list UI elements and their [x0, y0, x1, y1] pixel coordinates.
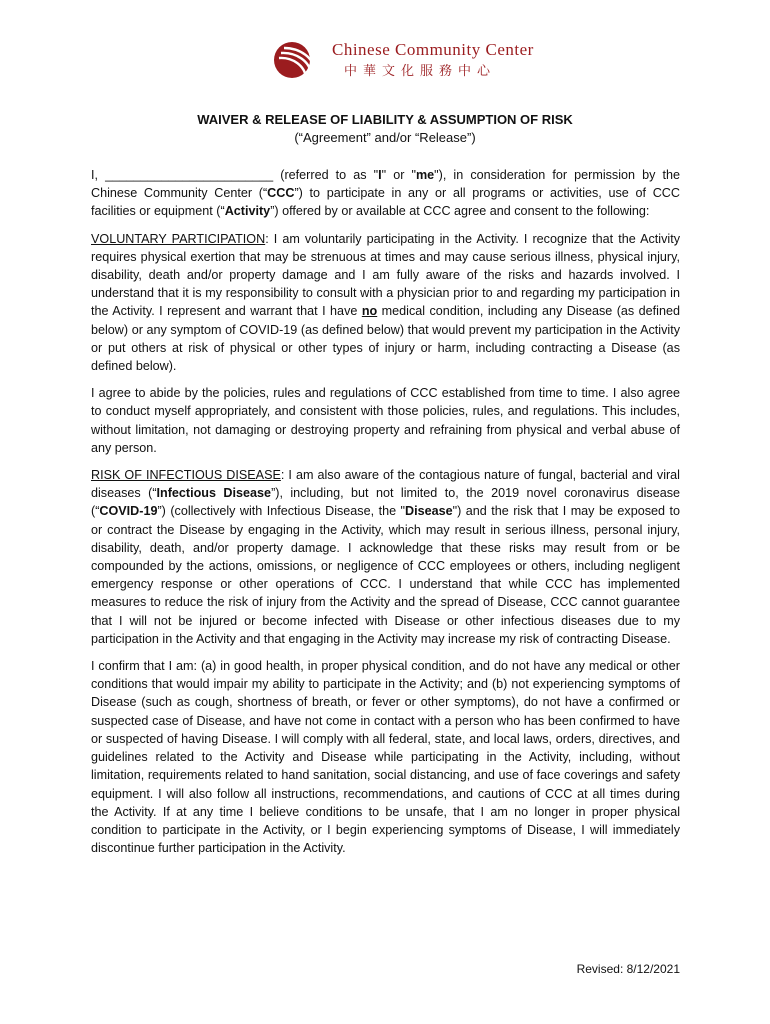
- logo-name-zh: 中華文化服務中心: [344, 64, 497, 79]
- risk-paragraph: RISK OF INFECTIOUS DISEASE: I am also aware of the contagious nature of fungal, bacterial and viral diseases (“Infectious Disease”), including, but not limited to, the 2019 novel coronavirus disease (“COVID-19”) (collectively with Infectious Disease, the "Disease") and the risk that I may be exposed to or contract the Disease by engaging in the Activity, which may result in serious illness, personal injury, disability, death, and/or property damage. I acknowledge that these risks may result from or be compounded by the actions, omissions, or negligence of CCC employees or others, including negligent emergency response or other operations of CCC. I understand that while CCC has implemented measures to reduce the risk of injury from the Activity and the spread of Disease, CCC cannot guarantee that I will not be injured or become infected with Disease or other infectious diseases due to my participation in the Activity and that engaging in the Activity may increase my risk of contracting Disease.: [91, 468, 681, 646]
- risk-heading: RISK OF INFECTIOUS DISEASE: [91, 468, 281, 483]
- revised-date: Revised: 8/12/2021: [576, 962, 680, 976]
- confirm-paragraph: I confirm that I am: (a) in good health, in proper physical condition, and do not have any medical or other conditions that would impair my ability to participate in the Activity; and (b) not experiencing symptoms of Disease (such as cough, shortness of breath, or fever or other symptoms), do not have a confirmed or suspected case of Disease, and have not come in contact with a person who has been confirmed to have or suspected of having Disease. I will comply with all federal, state, and local laws, orders, directives, and guidelines related to the Activity and Disease while participating in the Activity, including, without limitation, requirements related to hand sanitation, social distancing, and use of face coverings and safety equipment. I will also follow all instructions, recommendations, and cautions of CCC at all times during the Activity. If at any time I believe conditions to be unsafe, that I am no longer in proper physical condition to participate in the Activity, or I begin experiencing symptoms of Disease, I will immediately discontinue further participation in the Activity.: [91, 659, 680, 856]
- document-subtitle: (“Agreement” and/or “Release”): [294, 130, 476, 145]
- document-title: WAIVER & RELEASE OF LIABILITY & ASSUMPTION OF RISK: [197, 112, 573, 127]
- voluntary-participation-paragraph: VOLUNTARY PARTICIPATION: I am voluntarily participating in the Activity. I recognize that the Activity requires physical exertion that may be strenuous at times and may cause serious illness, physical injury, disability, death and/or property damage and I am fully aware of the risks and hazards involved. I understand that it is my responsibility to consult with a physician prior to and regarding my participation in the Activity. I represent and warrant that I have no medical condition, including any Disease (as defined below) or any symptom of COVID-19 (as defined below) that would prevent my participation in the Activity or put others at risk of physical or other types of injury or harm, including contracting a Disease (as defined below).: [91, 231, 680, 374]
- logo-name-en: Chinese Community Center: [332, 40, 534, 59]
- ccc-logo-icon: [270, 38, 326, 82]
- policies-paragraph: I agree to abide by the policies, rules and regulations of CCC established from time to time. I also agree to conduct myself appropriately, and consistent with those policies, rules, and regulations. This includes, without limitation, not damaging or destroying property and refraining from physical and verbal abuse of any person.: [91, 386, 680, 455]
- logo: [270, 38, 534, 82]
- voluntary-heading: VOLUNTARY PARTICIPATION: [91, 231, 266, 246]
- document-body: [91, 166, 680, 866]
- intro-paragraph: I, ________________________ (referred to as "I" or "me"), in consideration for permission by the Chinese Community Center (“CCC”) to participate in any or all programs or activities, use of CCC facilities or equipment (“Activity”) offered by or available at CCC agree and consent to the following:: [91, 168, 681, 219]
